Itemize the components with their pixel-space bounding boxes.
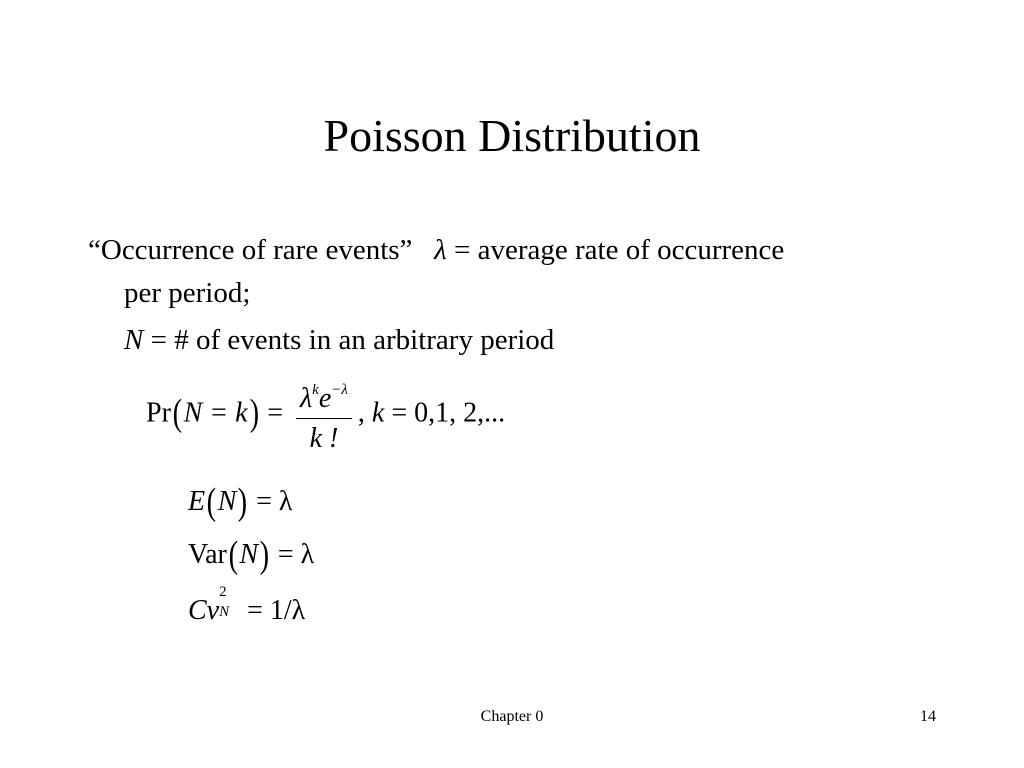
rate-text-cont: per period;	[124, 277, 251, 309]
cv-subscript: N	[219, 604, 230, 620]
intro-line-cont	[124, 276, 250, 310]
right-paren: )	[238, 481, 248, 523]
pmf-suffix-k: k	[371, 397, 385, 429]
cv-sup-sub	[219, 584, 233, 620]
mean-rhs: = λ	[256, 486, 293, 517]
mean-variable: N	[217, 486, 237, 517]
n-definition-line	[124, 323, 554, 357]
n-definition-text: = # of events in an arbitrary period	[150, 324, 555, 356]
pmf-prefix: Pr	[146, 397, 171, 429]
num-e-exponent: −λ	[331, 382, 348, 398]
pmf-fraction	[296, 373, 352, 457]
num-k-exponent: k	[312, 382, 319, 398]
cv-formula	[188, 584, 306, 628]
right-paren: )	[259, 534, 270, 576]
lambda-symbol: λ	[434, 234, 447, 266]
cv-symbol: Cv	[188, 595, 220, 626]
left-paren: (	[206, 481, 217, 523]
footer-chapter: Chapter 0	[480, 708, 544, 725]
variance-rhs: = λ	[277, 539, 315, 570]
left-paren: (	[228, 534, 238, 576]
cv-power: 2	[219, 584, 227, 600]
pmf-variable: N	[183, 397, 203, 429]
pmf-equals-k: = k	[209, 397, 248, 429]
left-paren: (	[172, 392, 182, 435]
right-paren: )	[249, 392, 259, 435]
num-e: e	[318, 383, 332, 414]
pmf-formula: Pr(N = k) = $\frac{\lambda^ke^{-\lambda}}{k !}$ , k = 0,1, 2,...	[146, 373, 505, 457]
intro-line	[88, 233, 784, 267]
num-lambda: λ	[300, 383, 313, 414]
cv-rhs: = 1/λ	[247, 595, 306, 626]
mean-operator: E	[188, 486, 206, 517]
mean-formula	[188, 481, 293, 523]
variance-operator: Var	[188, 539, 227, 570]
variance-formula	[188, 534, 315, 576]
intro-quote: “Occurrence of rare events”	[88, 234, 413, 266]
slide-title: Poisson Distribution	[323, 110, 701, 161]
pmf-equals: =	[267, 397, 284, 429]
pmf-suffix-values: = 0,1, 2,...	[391, 397, 506, 429]
variance-variable: N	[239, 539, 259, 570]
n-variable: N	[124, 324, 144, 356]
pmf-denominator: k !	[309, 423, 339, 454]
rate-text: = average rate of occurrence	[453, 234, 785, 266]
pmf-numerator	[296, 373, 352, 419]
footer-page-number: 14	[920, 708, 936, 725]
